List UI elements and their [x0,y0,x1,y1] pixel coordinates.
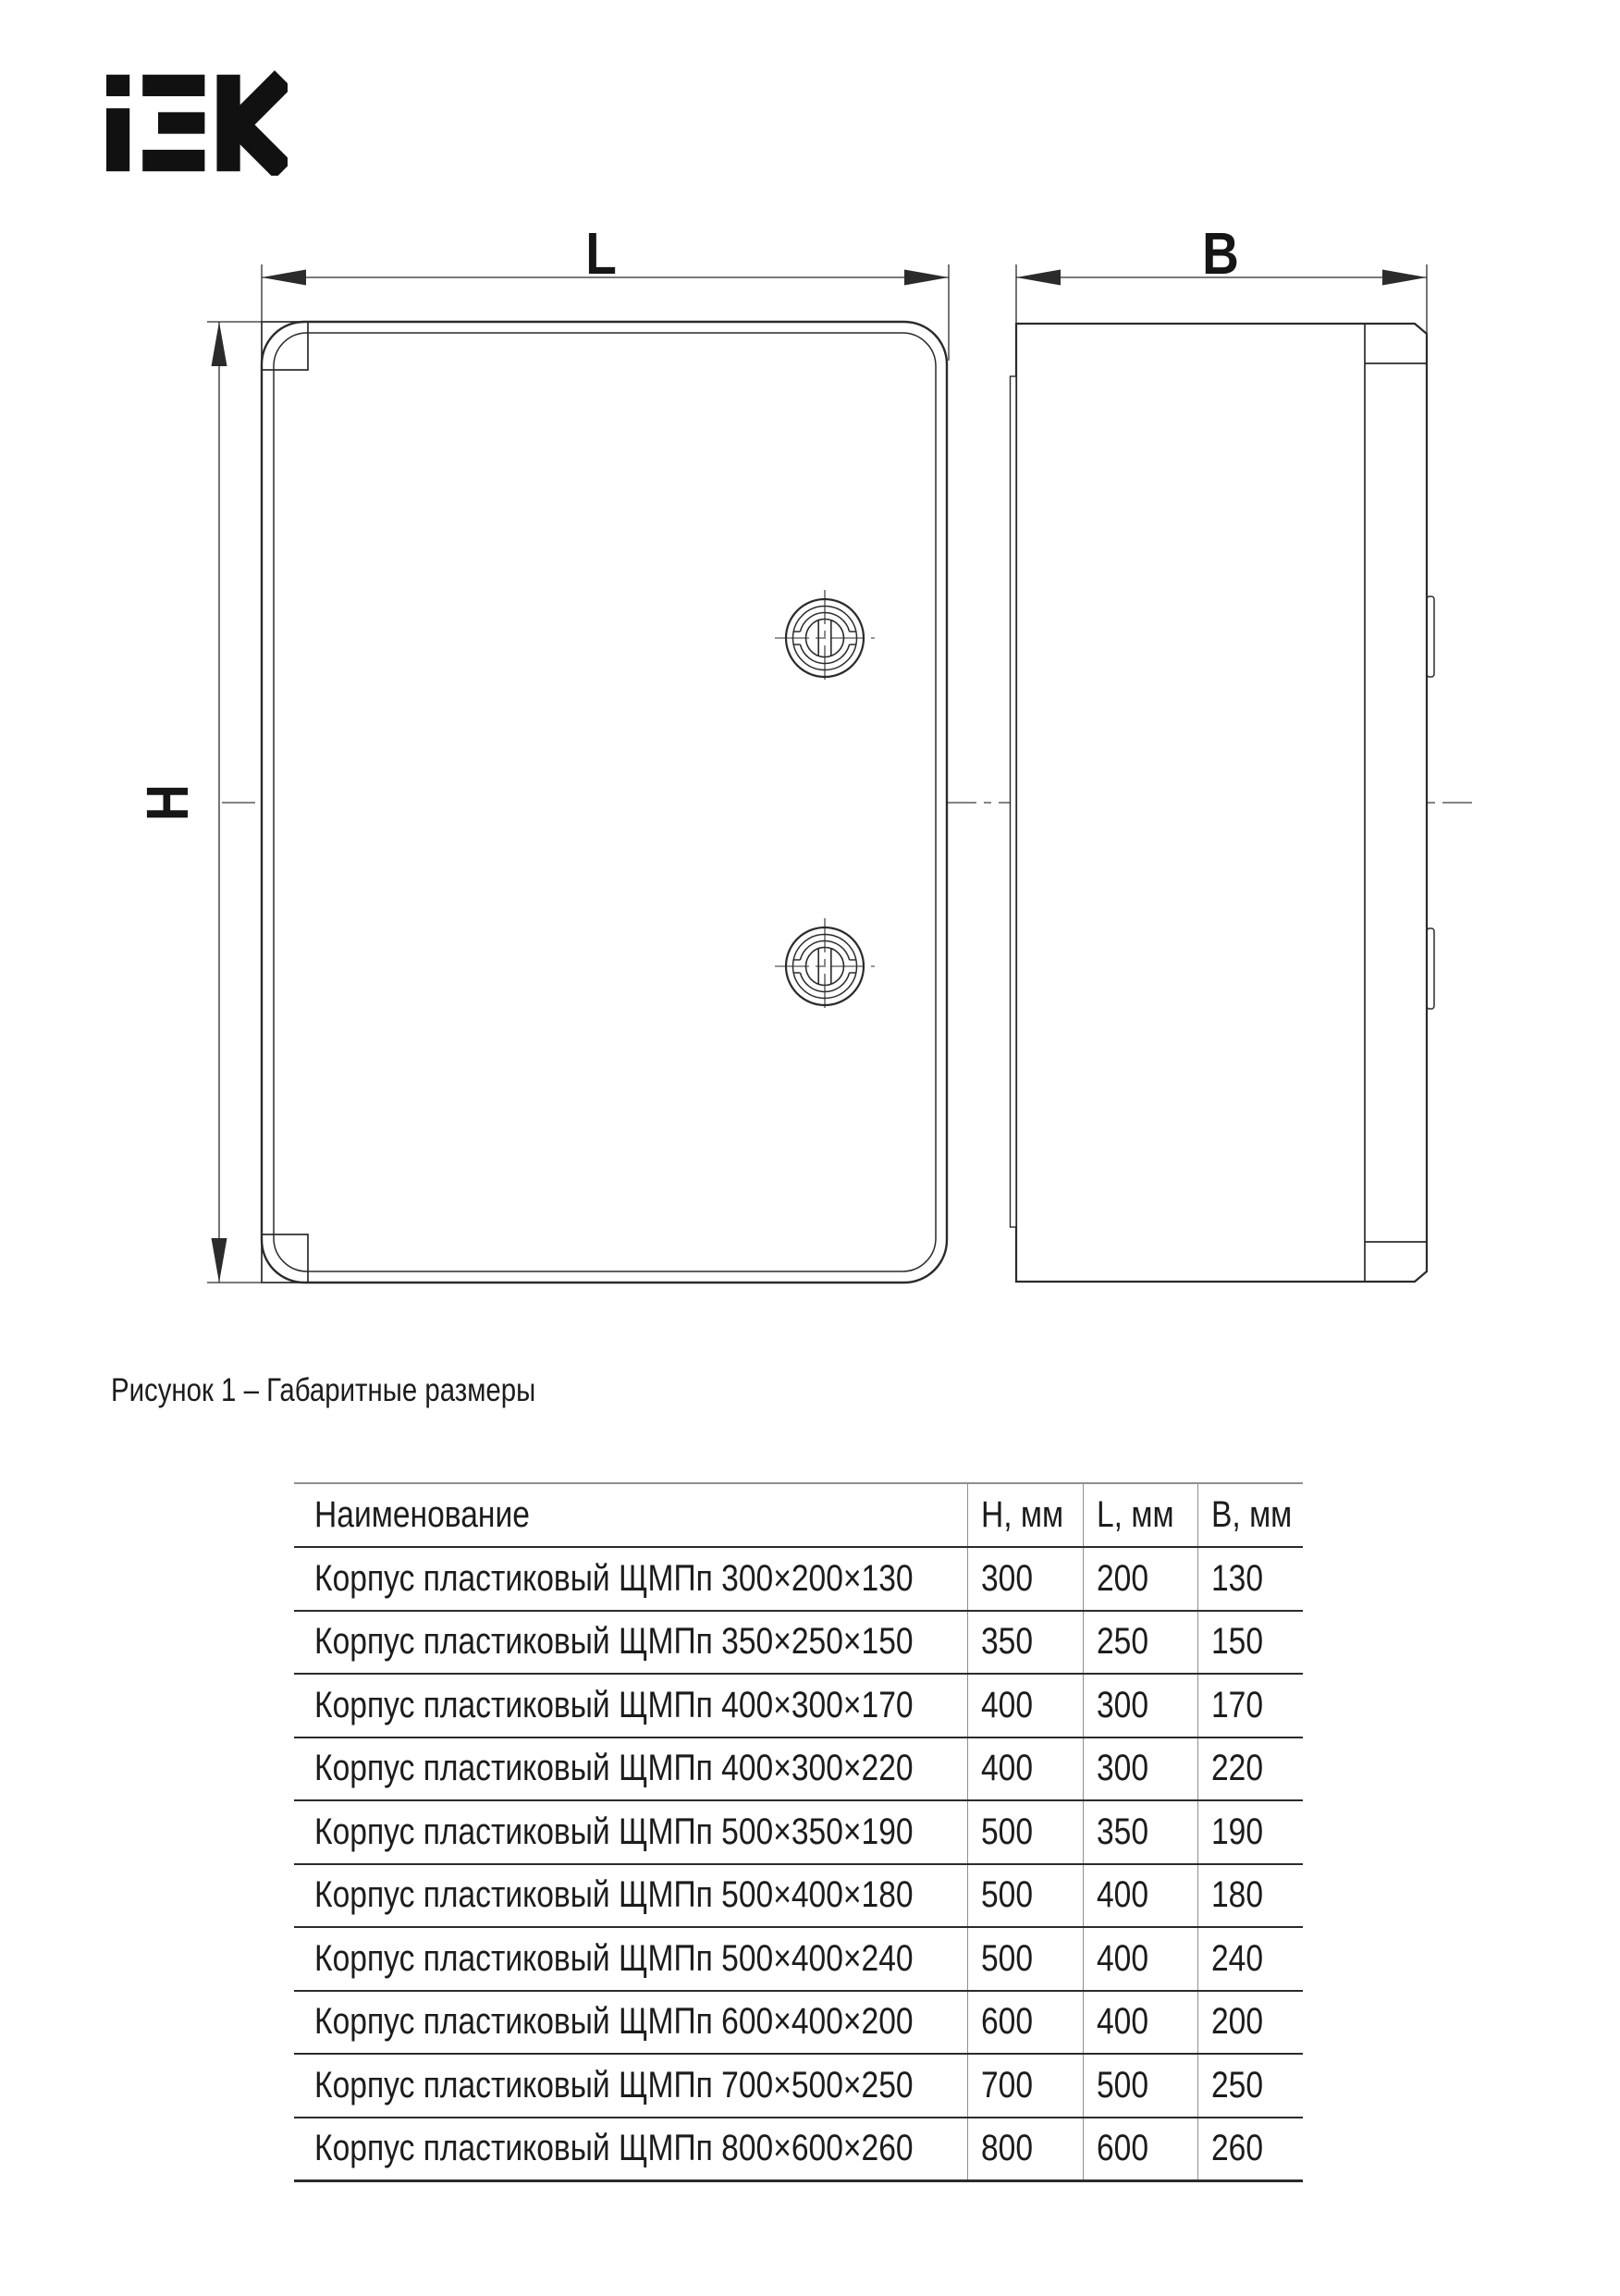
row-h-cell [967,1927,1083,1991]
table-row [294,1547,1303,1611]
front-view-outline [262,322,947,1283]
row-name-cell [294,1800,967,1864]
row-name-cell [294,1674,967,1737]
row-name-cell-text: Корпус пластиковый ЩМПп 400×300×170 [314,1684,914,1725]
row-l-cell-text: 500 [1096,2064,1148,2106]
row-b-cell-text: 190 [1210,1811,1263,1852]
row-h-cell-text: 400 [980,1684,1033,1725]
row-b-cell-text: 260 [1210,2128,1263,2169]
row-b-cell-text: 130 [1210,1557,1263,1599]
row-h-cell [967,2054,1083,2118]
row-name-cell [294,1991,967,2055]
row-name-cell-text: Корпус пластиковый ЩМПп 300×200×130 [314,1557,914,1599]
figure-caption [111,1372,617,1409]
table-row [294,1611,1303,1675]
door-lip-edge [1011,376,1017,1227]
row-name-cell [294,2054,967,2118]
row-name-cell [294,1927,967,1991]
row-b-cell [1197,1927,1303,1991]
row-name-cell-text: Корпус пластиковый ЩМПп 500×350×190 [314,1811,914,1852]
row-h-cell-text: 300 [980,1557,1033,1599]
row-name-cell-text: Корпус пластиковый ЩМПп 400×300×220 [314,1748,914,1789]
row-b-cell-text: 250 [1210,2064,1263,2106]
row-b-cell [1197,1547,1303,1611]
row-b-cell-text: 170 [1210,1684,1263,1725]
row-l-cell [1083,1991,1197,2055]
row-l-cell [1083,1927,1197,1991]
header-b-text: B, мм [1210,1494,1292,1535]
header-row [294,1483,1303,1547]
row-h-cell-text: 700 [980,2064,1033,2106]
header-name-cell [294,1483,967,1547]
row-h-cell [967,1800,1083,1864]
row-l-cell [1083,1547,1197,1611]
table-row [294,2118,1303,2181]
row-name-cell-text: Корпус пластиковый ЩМПп 600×400×200 [314,2001,914,2043]
arrowhead-left [262,270,306,286]
row-b-cell-text: 240 [1210,1937,1263,1979]
row-h-cell [967,1991,1083,2055]
row-l-cell [1083,1611,1197,1675]
row-l-cell [1083,2118,1197,2181]
arrowhead-bottom [212,1238,227,1283]
dim-L-label: L [585,220,617,287]
row-name-cell-text: Корпус пластиковый ЩМПп 350×250×150 [314,1621,914,1663]
table-row [294,1674,1303,1737]
row-l-cell [1083,1674,1197,1737]
row-h-cell [967,1611,1083,1675]
arrowhead-right [904,270,949,286]
row-name-cell-text: Корпус пластиковый ЩМПп 800×600×260 [314,2128,914,2169]
row-l-cell-text: 300 [1096,1748,1148,1789]
row-b-cell-text: 150 [1210,1621,1263,1663]
row-h-cell-text: 600 [980,2001,1033,2043]
row-b-cell-text: 180 [1210,1874,1263,1916]
row-h-cell [967,1674,1083,1737]
row-l-cell [1083,1737,1197,1801]
row-l-cell-text: 200 [1096,1557,1148,1599]
header-name-text: Наименование [314,1494,530,1535]
table-row [294,1864,1303,1928]
header-b-cell [1197,1483,1303,1547]
row-l-cell-text: 400 [1096,1874,1148,1916]
row-b-cell [1197,1611,1303,1675]
side-view [1011,324,1435,1282]
table-row [294,1927,1303,1991]
row-b-cell-text: 200 [1210,2001,1263,2043]
row-b-cell [1197,1800,1303,1864]
table-row [294,1800,1303,1864]
dimensions-table-body [294,1547,1303,2181]
row-l-cell-text: 600 [1096,2128,1148,2169]
row-name-cell [294,1737,967,1801]
table-row [294,1991,1303,2055]
side-latch-top [1427,596,1434,677]
row-l-cell-text: 400 [1096,2001,1148,2043]
dimensions-table-header [294,1483,1303,1547]
front-view [262,322,947,1283]
row-name-cell [294,2118,967,2181]
row-l-cell-text: 350 [1096,1811,1148,1852]
row-b-cell [1197,2054,1303,2118]
row-l-cell-text: 250 [1096,1621,1148,1663]
row-l-cell [1083,1864,1197,1928]
row-h-cell-text: 800 [980,2128,1033,2169]
table-row [294,2054,1303,2118]
arrowhead-left [1016,270,1061,286]
row-name-cell-text: Корпус пластиковый ЩМПп 500×400×240 [314,1937,914,1979]
row-h-cell-text: 500 [980,1937,1033,1979]
row-b-cell [1197,2118,1303,2181]
header-h-text: H, мм [980,1494,1063,1535]
table-row [294,1737,1303,1801]
row-l-cell [1083,1800,1197,1864]
header-l-text: L, мм [1096,1494,1174,1535]
arrowhead-top [212,322,227,366]
row-b-cell [1197,1737,1303,1801]
row-l-cell [1083,2054,1197,2118]
row-b-cell-text: 220 [1210,1748,1263,1789]
row-l-cell-text: 300 [1096,1684,1148,1725]
row-h-cell-text: 500 [980,1874,1033,1916]
row-name-cell [294,1864,967,1928]
row-b-cell [1197,1674,1303,1737]
row-name-cell-text: Корпус пластиковый ЩМПп 500×400×180 [314,1874,914,1916]
row-h-cell-text: 350 [980,1621,1033,1663]
header-l-cell [1083,1483,1197,1547]
dimensions-table [294,1482,1303,2182]
row-name-cell [294,1611,967,1675]
row-h-cell-text: 400 [980,1748,1033,1789]
row-h-cell [967,1864,1083,1928]
dim-B-label: B [1202,220,1239,287]
row-h-cell [967,1737,1083,1801]
row-b-cell [1197,1864,1303,1928]
row-name-cell-text: Корпус пластиковый ЩМПп 700×500×250 [314,2064,914,2106]
dim-H-label: H [134,784,201,821]
row-h-cell-text: 500 [980,1811,1033,1852]
arrowhead-right [1382,270,1427,286]
row-l-cell-text: 400 [1096,1937,1148,1979]
figure-caption-text: Рисунок 1 – Габаритные размеры [111,1372,536,1408]
header-h-cell [967,1483,1083,1547]
row-name-cell [294,1547,967,1611]
row-h-cell [967,1547,1083,1611]
row-b-cell [1197,1991,1303,2055]
side-latch-bottom [1427,928,1434,1009]
row-h-cell [967,2118,1083,2181]
